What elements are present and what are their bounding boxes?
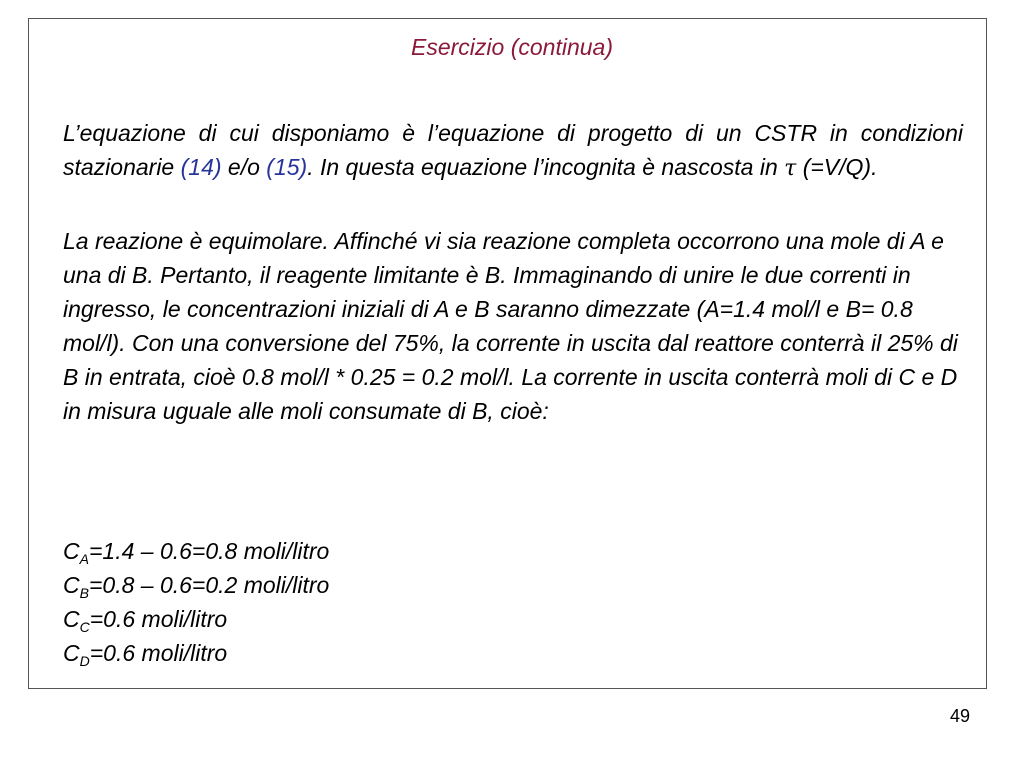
formula-expression: =0.6 moli/litro [89, 640, 228, 666]
intro-text-3: . In questa equazione l’incognita è nascosta in [307, 154, 785, 180]
formula-expression: =0.6 moli/litro [89, 606, 228, 632]
formula-cb [63, 568, 329, 602]
formula-subscript: B [79, 585, 89, 601]
formula-symbol: C [63, 538, 80, 564]
body-paragraph: La reazione è equimolare. Affinché vi sia reazione completa occorrono una mole di A e una di B. Pertanto, il reagente limitante è B. Immaginando di unire le due correnti in ingresso, le concentrazioni iniziali di A e B saranno dimezzate (A=1.4 mol/l e B= 0.8 mol/l). Con una conversione del 75%, la corrente in uscita dal reattore conterrà il 25% di B in entrata, cioè 0.8 mol/l * 0.25 = 0.2 mol/l. La corrente in uscita conterrà moli di C e D in misura uguale alle moli consumate di B, cioè: [63, 228, 958, 424]
intro-text-4: (=V/Q). [796, 154, 878, 180]
formula-symbol: C [63, 640, 80, 666]
slide-title: Esercizio (continua) [411, 34, 613, 60]
formula-symbol: C [63, 606, 80, 632]
tau-symbol: τ [784, 156, 797, 181]
formula-subscript: D [79, 653, 90, 669]
formula-list [63, 534, 329, 670]
equation-ref-14: (14) [180, 154, 222, 180]
intro-paragraph [63, 116, 963, 186]
page-number: 49 [949, 706, 970, 726]
formula-cd [63, 636, 329, 670]
formula-subscript: C [79, 619, 90, 635]
formula-cc [63, 602, 329, 636]
formula-expression: =1.4 – 0.6=0.8 moli/litro [88, 538, 330, 564]
formula-subscript: A [79, 551, 89, 567]
intro-text-2: e/o [221, 154, 267, 180]
intro-text-1: L’equazione di cui disponiamo è l’equazione di progetto di un CSTR in condizioni stazionarie [63, 120, 963, 180]
formula-expression: =0.8 – 0.6=0.2 moli/litro [88, 572, 330, 598]
formula-ca [63, 534, 329, 568]
equation-ref-15: (15) [266, 154, 308, 180]
formula-symbol: C [63, 572, 80, 598]
